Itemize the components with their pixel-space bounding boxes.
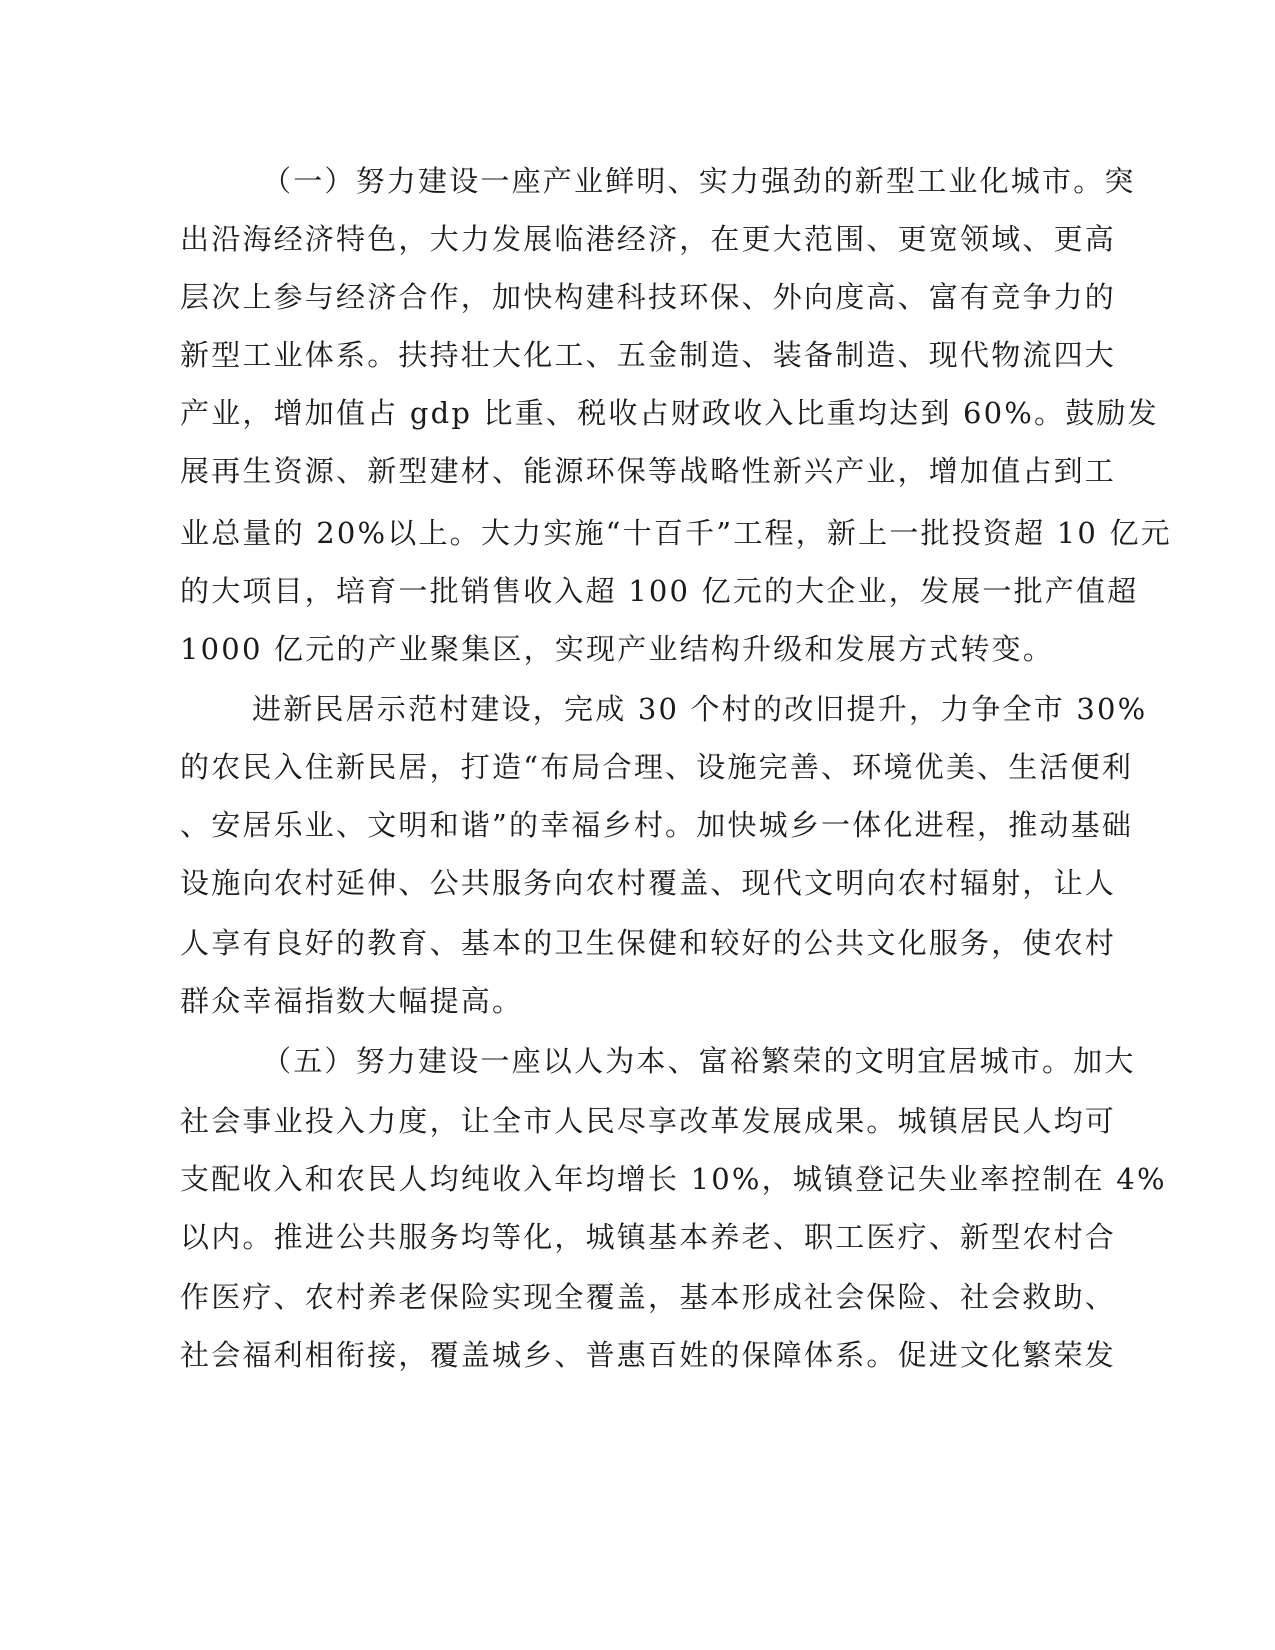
text-line: 社会事业投入力度，让全市人民尽享改革发展成果。城镇居民人均可 (180, 1104, 1117, 1138)
text-line: 的大项目，培育一批销售收入超 100 亿元的大企业，发展一批产值超 (180, 574, 1139, 608)
text-line: 、安居乐业、文明和谐”的幸福乡村。加快城乡一体化进程，推动基础 (180, 808, 1134, 842)
text-line: （五）努力建设一座以人为本、富裕繁荣的文明宜居城市。加大 (262, 1044, 1136, 1078)
text-line: 支配收入和农民人均纯收入年均增长 10%，城镇登记失业率控制在 4% (180, 1162, 1167, 1196)
text-line: 社会福利相衔接，覆盖城乡、普惠百姓的保障体系。促进文化繁荣发 (180, 1338, 1117, 1372)
text-line: 的农民入住新民居，打造“布局合理、设施完善、环境优美、生活便利 (180, 750, 1134, 784)
text-line: 展再生资源、新型建材、能源环保等战略性新兴产业，增加值占到工 (180, 454, 1117, 488)
text-line: （一）努力建设一座产业鲜明、实力强劲的新型工业化城市。突 (262, 164, 1136, 198)
text-line: 业总量的 20%以上。大力实施“十百千”工程，新上一批投资超 10 亿元 (180, 516, 1172, 550)
text-line: 1000 亿元的产业聚集区，实现产业结构升级和发展方式转变。 (180, 632, 1055, 666)
text-line: 新型工业体系。扶持壮大化工、五金制造、装备制造、现代物流四大 (180, 338, 1117, 372)
text-line: 群众幸福指数大幅提高。 (180, 984, 524, 1018)
text-line: 设施向农村延伸、公共服务向农村覆盖、现代文明向农村辐射，让人 (180, 866, 1117, 900)
text-line: 出沿海经济特色，大力发展临港经济，在更大范围、更宽领域、更高 (180, 222, 1117, 256)
text-line: 进新民居示范村建设，完成 30 个村的改旧提升，力争全市 30% (252, 692, 1148, 726)
text-line: 人享有良好的教育、基本的卫生保健和较好的公共文化服务，使农村 (180, 926, 1117, 960)
text-line: 层次上参与经济合作，加快构建科技环保、外向度高、富有竞争力的 (180, 280, 1117, 314)
text-line: 作医疗、农村养老保险实现全覆盖，基本形成社会保险、社会救助、 (180, 1280, 1117, 1314)
text-line: 产业，增加值占 gdp 比重、税收占财政收入比重均达到 60%。鼓励发 (180, 396, 1159, 430)
text-line: 以内。推进公共服务均等化，城镇基本养老、职工医疗、新型农村合 (180, 1220, 1117, 1254)
